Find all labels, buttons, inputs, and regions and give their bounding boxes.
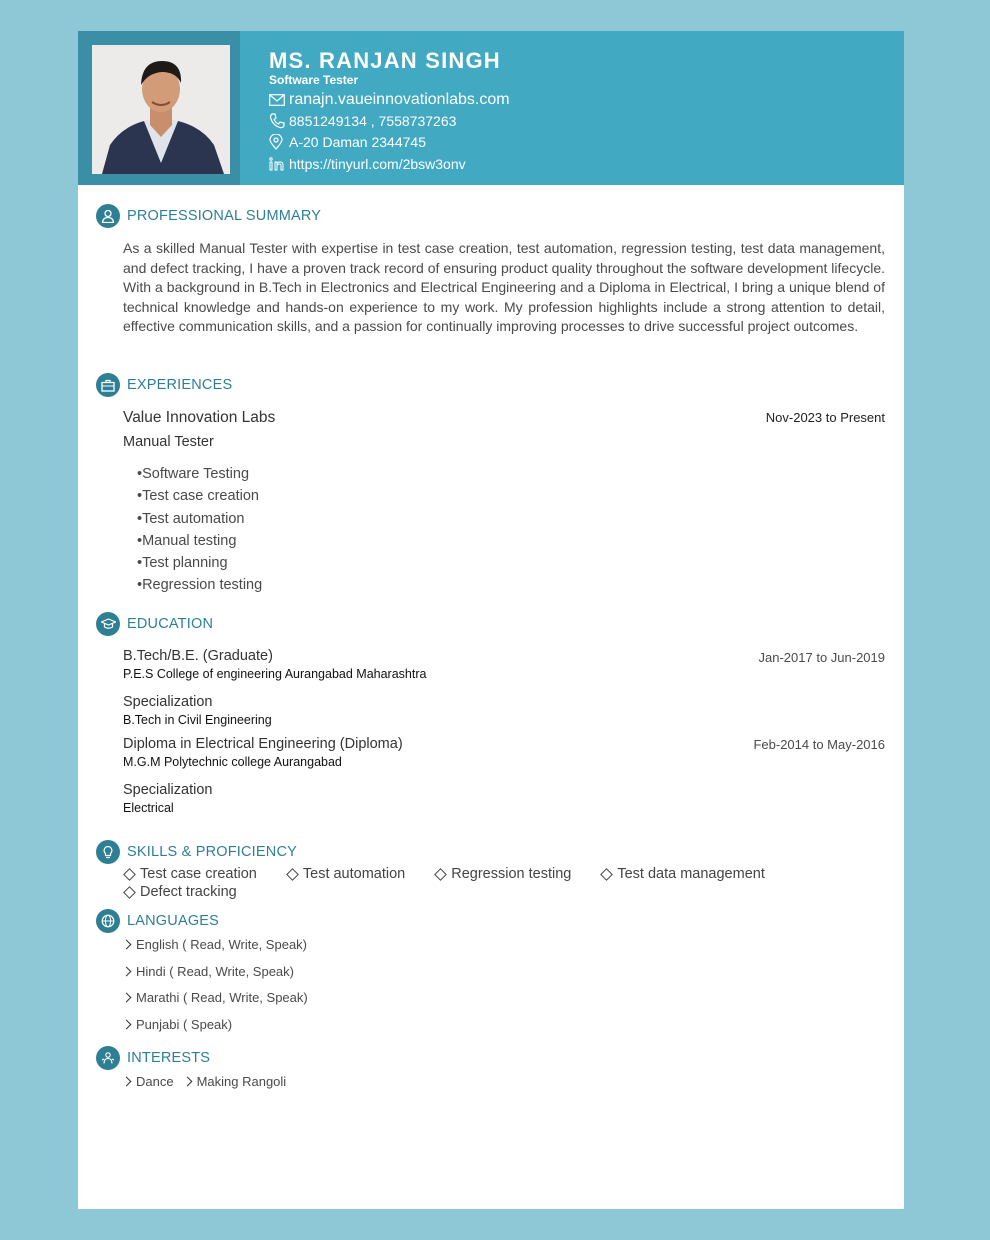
candidate-name: MS. RANJAN SINGH [269,48,501,73]
skills-title: SKILLS & PROFICIENCY [127,844,297,860]
email-text: ranajn.vaueinnovationlabs.com [289,91,510,108]
contact-phone [269,113,456,129]
skill-item: Test data management [600,865,765,883]
education-degree: B.Tech/B.E. (Graduate) [123,648,273,664]
specialization-value: B.Tech in Civil Engineering [123,713,272,727]
user-icon [96,204,120,228]
languages-section-header [96,909,219,933]
interest-item: Making Rangoli [184,1074,287,1089]
diamond-icon [123,886,136,899]
interests-list [123,1074,296,1089]
phone-icon [269,113,287,129]
language-item: Punjabi ( Speak) [123,1017,232,1032]
chevron-right-icon [182,1077,192,1087]
skill-item: Regression testing [434,865,571,883]
interest-item: Dance [123,1074,174,1089]
skill-item: Defect tracking [123,883,237,901]
experiences-section-header [96,373,232,397]
email-icon [269,92,287,108]
globe-icon [96,909,120,933]
languages-title: LANGUAGES [127,913,220,929]
education-school: M.G.M Polytechnic college Aurangabad [123,755,342,769]
interests-title: INTERESTS [127,1050,211,1066]
address-text: A-20 Daman 2344745 [289,134,426,150]
resume-header [78,31,904,185]
specialization-value: Electrical [123,801,174,815]
chevron-right-icon [122,967,132,977]
contact-address [269,134,426,150]
candidate-role: Software Tester [269,73,359,87]
experience-list [137,463,262,597]
diamond-icon [600,868,613,881]
specialization-label: Specialization [123,694,213,710]
language-item: English ( Read, Write, Speak) [123,937,307,952]
linkedin-icon [269,156,287,172]
language-item: Hindi ( Read, Write, Speak) [123,964,294,979]
education-section-header [96,612,213,636]
specialization-label: Specialization [123,782,213,798]
resume-page [78,31,904,1209]
list-item: • Manual testing [137,530,262,552]
list-item: • Test planning [137,552,262,574]
interests-icon [96,1046,120,1070]
graduation-cap-icon [96,612,120,636]
experience-company: Value Innovation Labs [123,409,276,426]
summary-text: As a skilled Manual Tester with expertise in test case creation, test automation, regression testing, test data management, and defect tracking, I have a proven track record of ensuring product quality throughout the software development lifecycle. With a background in B.Tech in Electronics and Electrical Engineering and a Diploma in Electrical, I bring a unique blend of technical knowledge and hands-on experience to my work. My profession highlights include a strong attention to detail, effective communication skills, and a passion for continually improving processes to drive successful project outcomes. [123,240,885,335]
summary-section-header [96,204,321,228]
skill-item: Test automation [286,865,405,883]
briefcase-icon [96,373,120,397]
experience-role: Manual Tester [123,434,214,450]
language-item: Marathi ( Read, Write, Speak) [123,990,308,1005]
skills-section-header [96,840,297,864]
photo-frame [78,31,240,185]
experiences-title: EXPERIENCES [127,377,233,393]
diamond-icon [434,868,447,881]
chevron-right-icon [122,1077,132,1087]
skill-item: Test case creation [123,865,257,883]
education-title: EDUCATION [127,616,214,632]
phone-text: 8851249134 , 7558737263 [289,113,457,129]
chevron-right-icon [122,940,132,950]
list-item: • Test automation [137,508,262,530]
education-dates: Jan-2017 to Jun-2019 [758,650,885,665]
link-text: https://tinyurl.com/2bsw3onv [289,156,466,172]
experience-dates: Nov-2023 to Present [765,410,885,425]
diamond-icon [286,868,299,881]
profile-photo [92,45,230,174]
contact-email[interactable] [269,91,510,109]
contact-link[interactable] [269,156,466,172]
diamond-icon [123,868,136,881]
chevron-right-icon [122,993,132,1003]
summary-title: PROFESSIONAL SUMMARY [127,208,322,224]
list-item: • Test case creation [137,485,262,507]
education-school: P.E.S College of engineering Aurangabad Maharashtra [123,667,427,681]
education-dates: Feb-2014 to May-2016 [753,737,885,752]
chevron-right-icon [122,1020,132,1030]
education-degree: Diploma in Electrical Engineering (Diploma) [123,736,403,752]
list-item: • Regression testing [137,574,262,596]
list-item: • Software Testing [137,463,262,485]
location-icon [269,134,287,150]
skills-list [123,865,843,901]
interests-section-header [96,1046,210,1070]
lightbulb-icon [96,840,120,864]
